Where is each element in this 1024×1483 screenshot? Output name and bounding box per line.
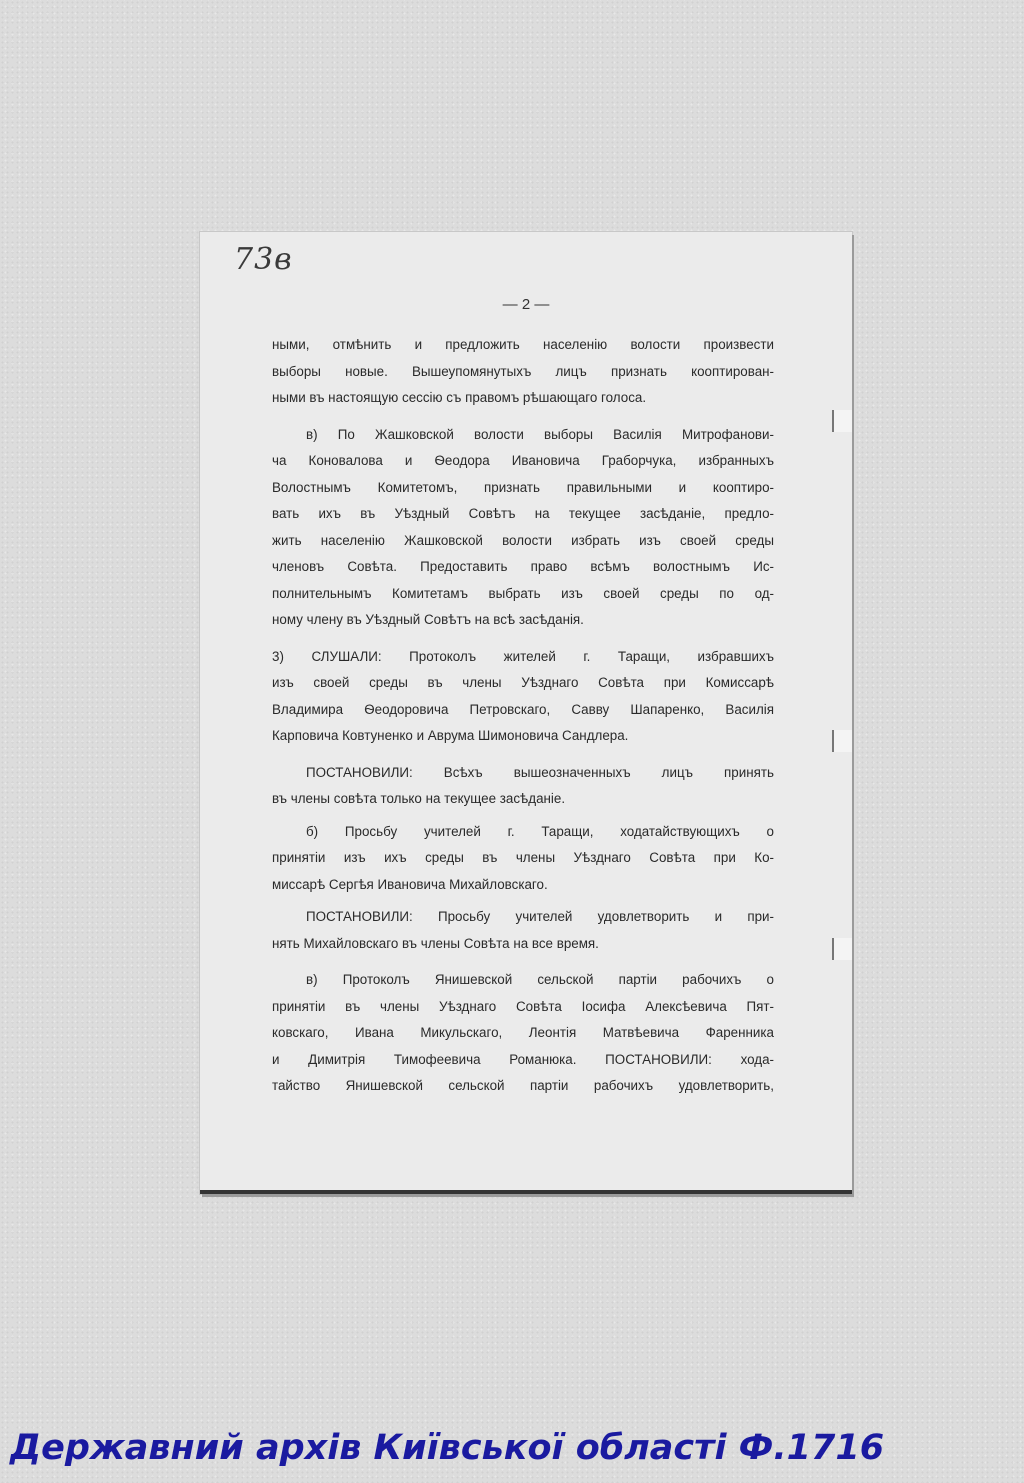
text-line: миссарѣ Сергѣя Ивановича Михайловскаго. (272, 876, 548, 892)
text-line: ными, отмѣнить и предложить населенію волости произвести (272, 337, 774, 352)
text-line: Владимира Ѳеодоровича Петровскаго, Савву Шапаренко, Василія (272, 701, 774, 717)
paragraph-continuation (272, 332, 774, 412)
text-line: 3) СЛУШАЛИ: Протоколъ жителей г. Таращи, избравшихъ (272, 648, 774, 664)
text-line: Карповича Ковтуненко и Аврума Шимоновича Сандлера. (272, 728, 629, 743)
text-line: в) Протоколъ Янишевской сельской партіи рабочихъ о (306, 972, 774, 987)
text-line: вать ихъ въ Уѣздный Совѣтъ на текущее засѣданіе, предло- (272, 506, 774, 521)
text-line: нять Михайловскаго въ члены Совѣта на все время. (272, 935, 599, 951)
paragraph-resolved-1 (272, 760, 774, 813)
text-line: членовъ Совѣта. Предоставить право всѣмъ волостнымъ Ис- (272, 559, 774, 574)
archive-caption: Державний архів Київської області Ф.1716 (10, 1428, 885, 1468)
text-line: тайство Янишевской сельской партіи рабочихъ удовлетворить, (272, 1078, 774, 1093)
text-line: принятіи въ члены Уѣзднаго Совѣта Іосифа Алексѣевича Пят- (272, 998, 774, 1014)
paragraph-zhashkov (272, 422, 774, 634)
text-line: ПОСТАНОВИЛИ: Всѣхъ вышеозначенныхъ лицъ принять (306, 764, 774, 780)
paragraph-heard-3 (272, 644, 774, 750)
text-line: ному члену въ Уѣздный Совѣтъ на всѣ засѣданія. (272, 612, 584, 627)
paragraph-yanishev-protocol (272, 967, 774, 1100)
text-line: жить населенію Жашковской волости избрать изъ своей среды (272, 532, 774, 548)
paper-tear-mark (832, 730, 852, 752)
text-line: въ члены совѣта только на текущее засѣданіе. (272, 791, 566, 806)
paragraph-resolved-2 (272, 904, 774, 957)
text-line: ПОСТАНОВИЛИ: Просьбу учителей удовлетворить и при- (306, 909, 774, 924)
document-page (200, 232, 852, 1194)
text-line: изъ своей среды въ члены Уѣзднаго Совѣта при Комиссарѣ (272, 675, 774, 690)
text-line: принятіи изъ ихъ среды въ члены Уѣзднаго Совѣта при Ко- (272, 850, 774, 865)
text-line: ковскаго, Ивана Микульскаго, Леонтія Матвѣевича Фаренника (272, 1025, 774, 1040)
handwritten-folio-number: 73в (234, 242, 293, 277)
text-line: Волостнымъ Комитетомъ, признать правильными и кооптиро- (272, 479, 774, 495)
text-line: ными въ настоящую сессію съ правомъ рѣшающаго голоса. (272, 390, 647, 405)
paragraph-teachers-request (272, 819, 774, 899)
text-line: и Димитрія Тимофеевича Романюка. ПОСТАНОВИЛИ: хода- (272, 1051, 774, 1067)
document-text (272, 332, 774, 1100)
text-line: в) По Жашковской волости выборы Василія Митрофанови- (306, 426, 774, 442)
text-line: б) Просьбу учителей г. Таращи, ходатайствующихъ о (306, 823, 774, 839)
text-line: выборы новые. Вышеупомянутыхъ лицъ признать кооптирован- (272, 363, 774, 379)
text-line: полнительнымъ Комитетамъ выбрать изъ своей среды по од- (272, 585, 774, 601)
page-number: — 2 — (502, 296, 550, 313)
text-line: ча Коновалова и Ѳеодора Ивановича Граборчука, избранныхъ (272, 453, 774, 468)
paper-tear-mark (832, 410, 852, 432)
paper-tear-mark (832, 938, 852, 960)
